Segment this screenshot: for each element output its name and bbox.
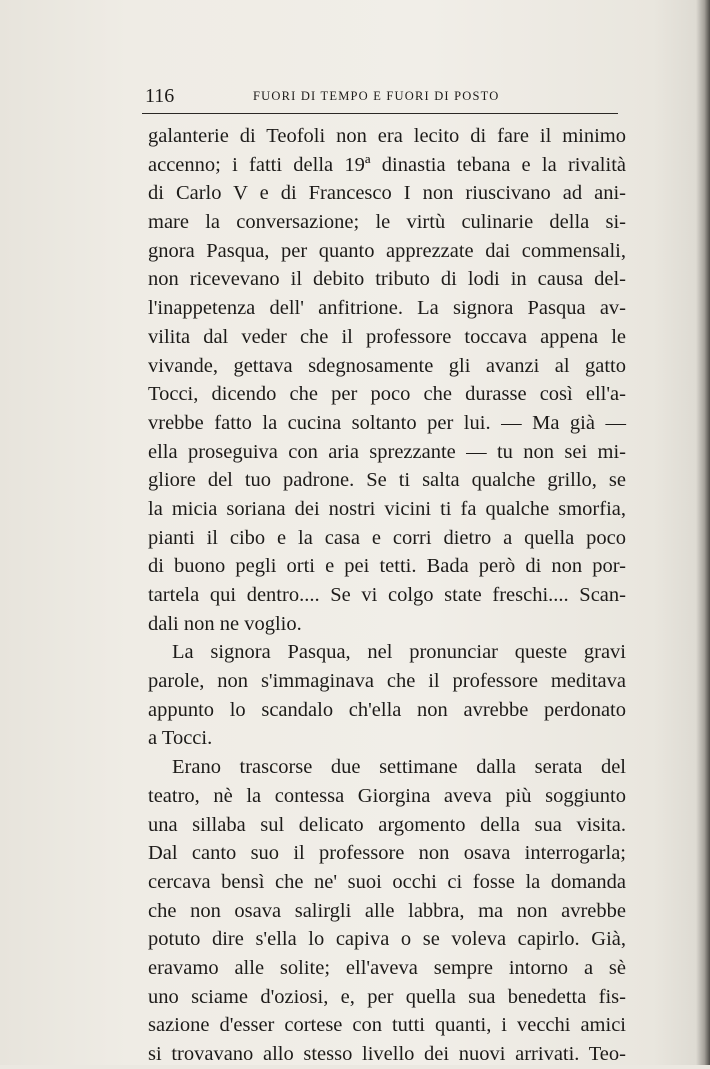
text-line: gnora Pasqua, per quanto apprezzate dai commensali, — [148, 239, 626, 262]
text-line: l'inappetenza dell' anfitrione. La signora Pasqua av- — [148, 297, 626, 320]
text-line: di buono pegli orti e pei tetti. Bada però di non por- — [148, 555, 626, 578]
page-edge-shadow — [696, 0, 710, 1065]
text-line: tartela qui dentro.... Se vi colgo state freschi.... Scan- — [148, 584, 626, 606]
text-line: teatro, nè la contessa Giorgina aveva più soggiunto — [148, 784, 626, 807]
text-line: La signora Pasqua, nel pronunciar queste gravi — [172, 641, 626, 664]
text-line: galanterie di Teofoli non era lecito di fare il minimo — [148, 125, 626, 147]
text-line: pianti il cibo e la casa e corri dietro a quella poco — [148, 526, 626, 549]
text-line: a Tocci. — [148, 727, 213, 750]
text-line: dali non ne voglio. — [148, 612, 302, 635]
text-line: potuto dire s'ella lo capiva o se voleva capirlo. Già, — [148, 928, 626, 951]
text-line: sazione d'esser cortese con tutti quanti, i vecchi amici — [148, 1014, 626, 1037]
text-line: di Carlo V e di Francesco I non riuscivano ad ani- — [148, 182, 626, 205]
text-line: che non osava salirgli alle labbra, ma non avrebbe — [148, 899, 626, 922]
text-line: eravamo alle solite; ell'aveva sempre intorno a sè — [148, 956, 626, 979]
text-line: gliore del tuo padrone. Se ti salta qualche grillo, se — [148, 469, 626, 492]
text-line: accenno; i fatti della 19ª dinastia tebana e la rivalità — [148, 153, 626, 176]
text-line: parole, non s'immaginava che il professore meditava — [148, 670, 626, 693]
text-line: non ricevevano il debito tributo di lodi in causa del- — [148, 268, 626, 291]
text-line: ella proseguiva con aria sprezzante — tu non sei mi- — [148, 440, 626, 463]
text-line: la micia soriana dei nostri vicini ti fa qualche smorfia, — [148, 497, 626, 520]
text-line: Erano trascorse due settimane dalla serata del — [172, 756, 626, 779]
text-line: si trovavano allo stesso livello dei nuovi arrivati. Teo- — [148, 1043, 626, 1065]
text-line: vivande, gettava sdegnosamente gli avanzi al gatto — [148, 354, 626, 377]
text-line: Tocci, dicendo che per poco che durasse così ell'a- — [148, 383, 626, 406]
text-line: vilita dal veder che il professore toccava appena le — [148, 325, 626, 348]
text-line: una sillaba sul delicato argomento della sua visita. — [148, 813, 626, 836]
text-line: uno sciame d'oziosi, e, per quella sua benedetta fis- — [148, 985, 626, 1008]
page-header — [145, 82, 617, 110]
text-line: appunto lo scandalo ch'ella non avrebbe perdonato — [148, 698, 626, 721]
page-number: 116 — [145, 85, 175, 107]
text-line: Dal canto suo il professore non osava interrogarla; — [148, 842, 626, 865]
text-line: cercava bensì che ne' suoi occhi ci fosse la domanda — [148, 870, 626, 893]
text-line: mare la conversazione; le virtù culinarie della si- — [148, 211, 626, 234]
body-text — [148, 122, 626, 1069]
text-line: vrebbe fatto la cucina soltanto per lui. — Ma già — — [148, 411, 626, 434]
running-head: FUORI DI TEMPO E FUORI DI POSTO — [253, 89, 500, 103]
header-rule — [142, 113, 618, 114]
